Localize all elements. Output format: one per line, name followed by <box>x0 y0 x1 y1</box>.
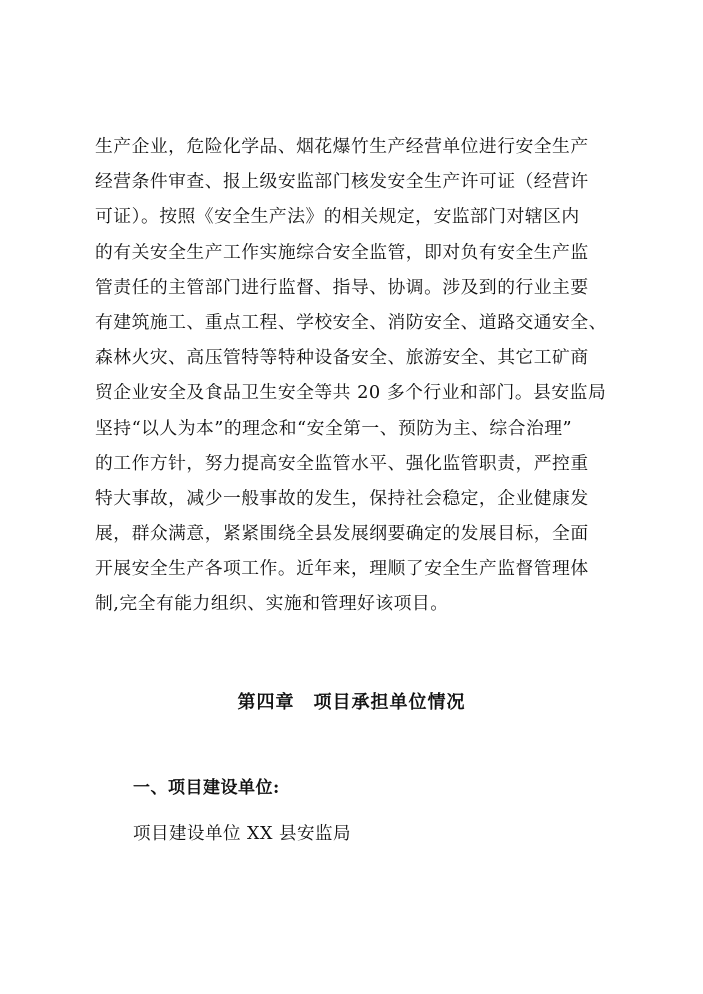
chapter-title: 第四章 项目承担单位情况 <box>237 692 466 713</box>
section-text: 项目建设单位 XX 县安监局 <box>133 824 352 844</box>
paragraph-line: 有建筑施工、重点工程、学校安全、消防安全、道路交通安全、 <box>95 311 607 333</box>
paragraph-line: 经营条件审查、报上级安监部门核发安全生产许可证（经营许 <box>95 171 589 193</box>
paragraph-line: 的有关安全生产工作实施综合安全监管，即对负有安全生产监 <box>95 241 589 263</box>
paragraph-line: 坚持“以人为本”的理念和“安全第一、预防为主、综合治理” <box>95 417 573 439</box>
paragraph-line: 生产企业，危险化学品、烟花爆竹生产经营单位进行安全生产 <box>95 136 589 157</box>
paragraph-line: 森林火灾、高压管特等特种设备安全、旅游安全、其它工矿商 <box>95 347 589 369</box>
paragraph-line: 开展安全生产各项工作。近年来，理顺了安全生产监督管理体 <box>95 558 589 580</box>
paragraph-line: 可证）。按照《安全生产法》的相关规定，安监部门对辖区内 <box>95 206 580 228</box>
paragraph-line: 展，群众满意，紧紧围绕全县发展纲要确定的发展目标，全面 <box>95 523 589 545</box>
body-paragraph <box>95 129 615 622</box>
paragraph-line: 的工作方针，努力提高安全监管水平、强化监管职责，严控重 <box>95 452 589 474</box>
paragraph-line: 管责任的主管部门进行监督、指导、协调。涉及到的行业主要 <box>95 276 589 298</box>
paragraph-line: 贸企业安全及食品卫生安全等共 20 多个行业和部门。县安监局 <box>95 382 607 404</box>
section-heading: 一、项目建设单位: <box>133 778 280 798</box>
paragraph-line: 制,完全有能力组织、实施和管理好该项目。 <box>95 593 449 615</box>
paragraph-line: 特大事故，减少一般事故的发生，保持社会稳定，企业健康发 <box>95 487 589 509</box>
